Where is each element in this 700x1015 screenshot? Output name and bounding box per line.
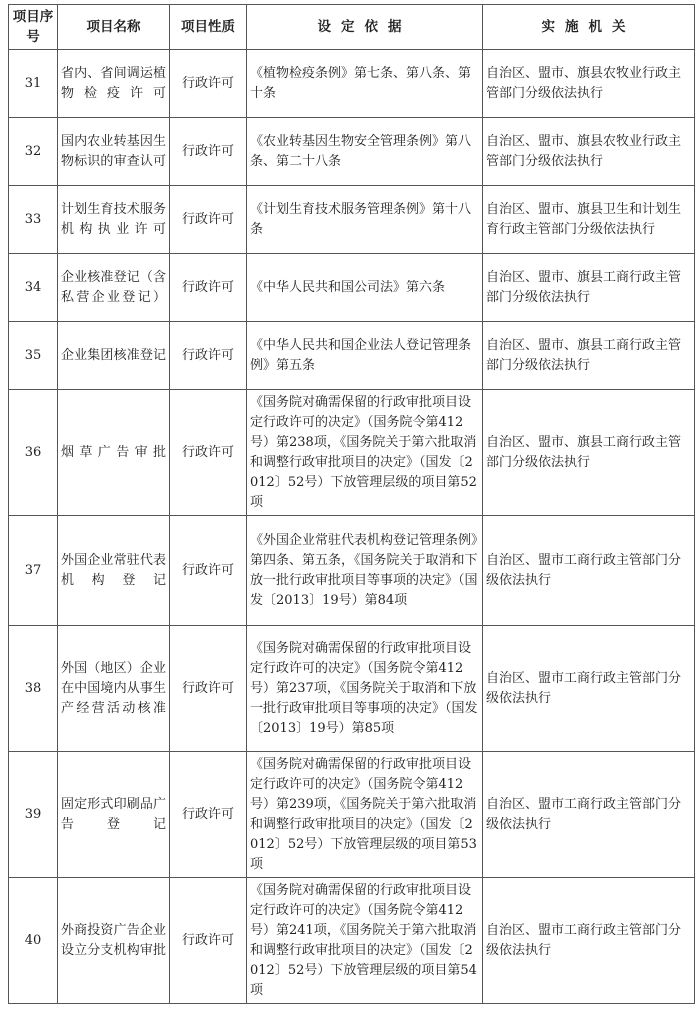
table-row [9,254,695,322]
table-row [9,752,695,878]
implementing-authority: 自治区、盟市、旗县农牧业行政主管部门分级依法执行 [483,118,695,186]
table-row [9,322,695,390]
header-basis: 设定依据 [247,5,483,50]
table-row [9,626,695,752]
header-name: 项目名称 [58,5,170,50]
table-row [9,186,695,254]
item-name: 企业核准登记（含私营企业登记） [58,254,170,322]
implementing-authority: 自治区、盟市工商行政主管部门分级依法执行 [483,516,695,626]
row-number: 38 [9,626,58,752]
table-row [9,390,695,516]
item-name: 企业集团核准登记 [58,322,170,390]
implementing-authority: 自治区、盟市、旗县工商行政主管部门分级依法执行 [483,390,695,516]
item-nature: 行政许可 [170,118,247,186]
item-name: 国内农业转基因生物标识的审查认可 [58,118,170,186]
item-name: 外国企业常驻代表机构登记 [58,516,170,626]
item-nature: 行政许可 [170,626,247,752]
legal-basis: 《中华人民共和国公司法》第六条 [247,254,483,322]
table-row [9,878,695,1004]
item-nature: 行政许可 [170,186,247,254]
item-nature: 行政许可 [170,752,247,878]
legal-basis: 《国务院对确需保留的行政审批项目设定行政许可的决定》（国务院令第412号）第241项，《国务院关于第六批取消和调整行政审批项目的决定》（国发〔2012〕52号）下放管理层级的项目第54项 [247,878,483,1004]
item-nature: 行政许可 [170,390,247,516]
legal-basis: 《国务院对确需保留的行政审批项目设定行政许可的决定》（国务院令第412号）第237项，《国务院关于取消和下放一批行政审批项目等事项的决定》（国发〔2013〕19号）第85项 [247,626,483,752]
implementing-authority: 自治区、盟市、旗县工商行政主管部门分级依法执行 [483,254,695,322]
legal-basis: 《国务院对确需保留的行政审批项目设定行政许可的决定》（国务院令第412号）第239项，《国务院关于第六批取消和调整行政审批项目的决定》（国发〔2012〕52号）下放管理层级的项目第53项 [247,752,483,878]
legal-basis: 《国务院对确需保留的行政审批项目设定行政许可的决定》（国务院令第412号）第238项，《国务院关于第六批取消和调整行政审批项目的决定》（国发〔2012〕52号）下放管理层级的项目第52项 [247,390,483,516]
implementing-authority: 自治区、盟市工商行政主管部门分级依法执行 [483,752,695,878]
row-number: 32 [9,118,58,186]
implementing-authority: 自治区、盟市工商行政主管部门分级依法执行 [483,878,695,1004]
legal-basis: 《计划生育技术服务管理条例》第十八条 [247,186,483,254]
row-number: 34 [9,254,58,322]
header-seq: 项目序号 [9,5,58,50]
header-authority: 实施机关 [483,5,695,50]
legal-basis: 《外国企业常驻代表机构登记管理条例》第四条、第五条，《国务院关于取消和下放一批行政审批项目等事项的决定》（国发〔2013〕19号）第84项 [247,516,483,626]
implementing-authority: 自治区、盟市、旗县农牧业行政主管部门分级依法执行 [483,50,695,118]
row-number: 40 [9,878,58,1004]
row-number: 36 [9,390,58,516]
header-nature: 项目性质 [170,5,247,50]
row-number: 31 [9,50,58,118]
row-number: 33 [9,186,58,254]
legal-basis: 《植物检疫条例》第七条、第八条、第十条 [247,50,483,118]
approval-items-table [8,4,695,1004]
row-number: 39 [9,752,58,878]
item-nature: 行政许可 [170,254,247,322]
item-name: 外国（地区）企业在中国境内从事生产经营活动核准 [58,626,170,752]
row-number: 37 [9,516,58,626]
item-nature: 行政许可 [170,322,247,390]
implementing-authority: 自治区、盟市、旗县工商行政主管部门分级依法执行 [483,322,695,390]
item-name: 计划生育技术服务机构执业许可 [58,186,170,254]
item-name: 固定形式印刷品广告登记 [58,752,170,878]
table-header-row [9,5,695,50]
table-row [9,516,695,626]
legal-basis: 《农业转基因生物安全管理条例》第八条、第二十八条 [247,118,483,186]
item-name: 烟草广告审批 [58,390,170,516]
table-row [9,118,695,186]
item-nature: 行政许可 [170,878,247,1004]
row-number: 35 [9,322,58,390]
table-row [9,50,695,118]
item-nature: 行政许可 [170,516,247,626]
item-name: 外商投资广告企业设立分支机构审批 [58,878,170,1004]
implementing-authority: 自治区、盟市、旗县卫生和计划生育行政主管部门分级依法执行 [483,186,695,254]
implementing-authority: 自治区、盟市工商行政主管部门分级依法执行 [483,626,695,752]
item-nature: 行政许可 [170,50,247,118]
legal-basis: 《中华人民共和国企业法人登记管理条例》第五条 [247,322,483,390]
item-name: 省内、省间调运植物检疫许可 [58,50,170,118]
